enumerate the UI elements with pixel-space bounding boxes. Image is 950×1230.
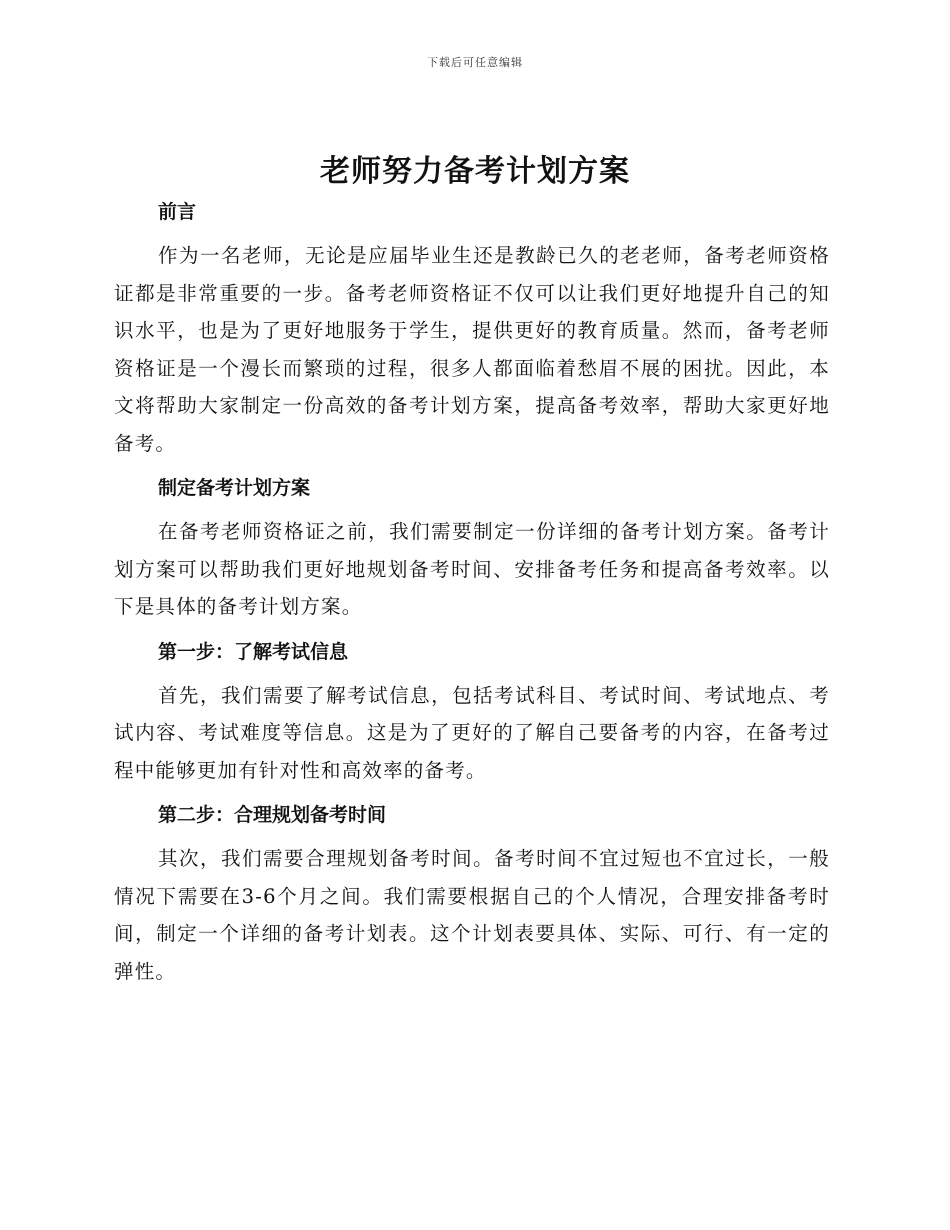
section-heading: 制定备考计划方案: [158, 477, 311, 499]
section-paragraph: 首先，我们需要了解考试信息，包括考试科目、考试时间、考试地点、考试内容、考试难度等信息。这是为了更好的了解自己要备考的内容，在备考过程中能够更加有针对性和高效率的备考。: [114, 683, 830, 782]
document-body: [114, 194, 830, 998]
section-heading: 第二步：合理规划备考时间: [158, 804, 387, 826]
section-heading: 前言: [158, 201, 197, 223]
section-heading: 第一步：了解考试信息: [158, 640, 349, 663]
section-preface: [114, 194, 830, 462]
section-step-one: [114, 634, 830, 790]
section-paragraph: 其次，我们需要合理规划备考时间。备考时间不宜过短也不宜过长，一般情况下需要在3-6个月之间。我们需要根据自己的个人情况，合理安排备考时间，制定一个详细的备考计划表。这个计划表要具体、实际、可行、有一定的弹性。: [114, 847, 830, 983]
section-paragraph: 在备考老师资格证之前，我们需要制定一份详细的备考计划方案。备考计划方案可以帮助我们更好地规划备考时间、安排备考任务和提高备考效率。以下是具体的备考计划方案。: [114, 520, 830, 618]
page-header: 下载后可任意编辑: [427, 56, 523, 69]
section-paragraph: 作为一名老师，无论是应届毕业生还是教龄已久的老老师，备考老师资格证都是非常重要的一步。备考老师资格证不仅可以让我们更好地提升自己的知识水平，也是为了更好地服务于学生，提供更好的教育质量。然而，备考老师资格证是一个漫长而繁琐的过程，很多人都面临着愁眉不展的困扰。因此，本文将帮助大家制定一份高效的备考计划方案，提高备考效率，帮助大家更好地备考。: [114, 244, 830, 455]
document-title: 老师努力备考计划方案: [320, 154, 630, 189]
section-step-two: [114, 797, 830, 990]
section-make-plan: [114, 470, 830, 626]
